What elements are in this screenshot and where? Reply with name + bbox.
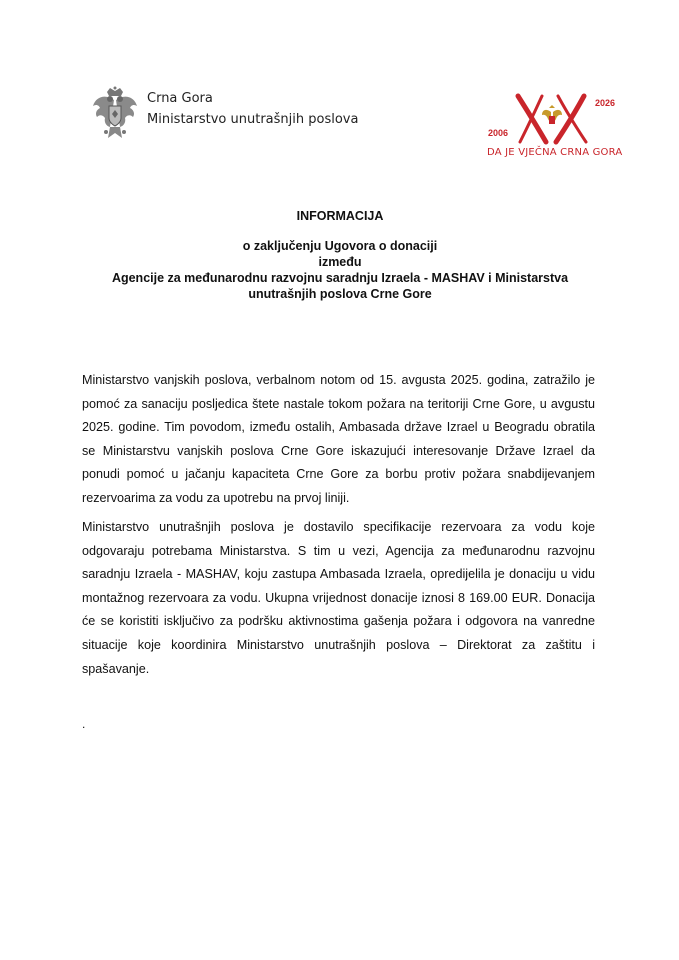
jubilee-year-start: 2006 [488, 128, 509, 138]
country-name: Crna Gora [147, 91, 213, 106]
document-subtitle [60, 238, 620, 302]
subtitle-line-2: između [318, 255, 362, 269]
ministry-name: Ministarstvo unutrašnjih poslova [147, 112, 359, 127]
jubilee-logo [478, 88, 628, 164]
subtitle-line-1: o zaključenju Ugovora o donaciji [242, 239, 438, 253]
document-title: INFORMACIJA [296, 209, 384, 223]
body-paragraph-2: Ministarstvo unutrašnjih poslova je dostavilo specifikacije rezervoara za vodu koje odgovaraju potrebama Ministarstva. S tim u vezi, Agencija za međunarodnu razvojnu saradnju Izraela - MASHAV, koju zastupa Ambasada Izraela, opredijelila je donaciju u vidu montažnog rezervoara za vodu. Ukupna vrijednost donacije iznosi 8 169.00 EUR. Donacija će se koristiti isključivo za podršku aktivnostima gašenja požara i odgovora na vanredne situacije koje koordinira Ministarstvo unutrašnjih poslova – Direktorat za zaštitu i spašavanje. [82, 520, 595, 676]
subtitle-line-3: Agencije za međunarodnu razvojnu saradnju Izraela - MASHAV i Ministarstva [111, 271, 569, 285]
trailing-mark: . [82, 717, 86, 731]
subtitle-line-4: unutrašnjih poslova Crne Gore [248, 287, 432, 301]
body-paragraph-1: Ministarstvo vanjskih poslova, verbalnom notom od 15. avgusta 2025. godina, zatražilo je pomoć za sanaciju posljedica štete nastale tokom požara na teritoriji Crne Gore, u avgustu 2025. godine. Tim povodom, između ostalih, Ambasada države Izrael u Beogradu obratila se Ministarstvu vanjskih poslova Crne Gore iskazujući interesovanje Države Izrael da ponudi pomoć u jačanju kapaciteta Crne Gore za borbu protiv požara snabdijevanjem rezervoarima za vodu za upotrebu na prvoj liniji. [82, 373, 595, 505]
ministry-header [147, 88, 358, 130]
coat-of-arms-icon [90, 86, 140, 146]
xx-emblem-icon [512, 90, 592, 148]
jubilee-tagline: DA JE VJEČNA CRNA GORA [487, 147, 623, 158]
jubilee-year-end: 2026 [595, 98, 616, 108]
